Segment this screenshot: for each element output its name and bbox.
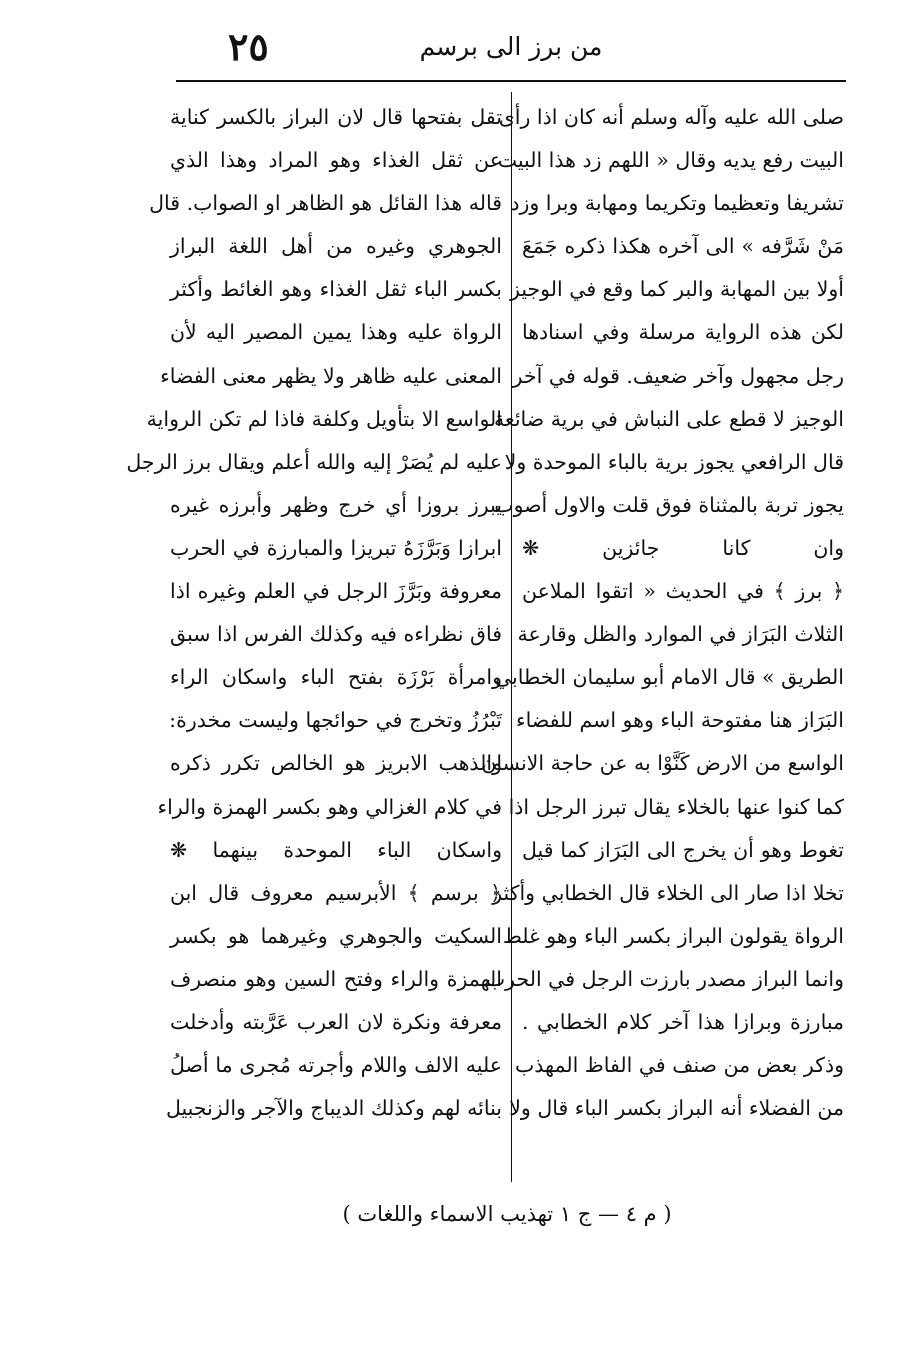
text-line: لكن هذه الرواية مرسلة وفي اسنادها	[522, 320, 844, 345]
running-title: من برز الى برسم	[419, 32, 603, 61]
text-line: الرواة يقولون البراز بكسر الباء وهو غلط	[502, 923, 844, 948]
page-footer: ( م ٤ — ج ١ تهذيب الاسماء واللغات )	[342, 1202, 672, 1226]
text-line: واسكان الباء الموحدة بينهما ❋	[170, 837, 502, 862]
page-number: ٢٥	[228, 24, 269, 69]
text-line: والذهب الابريز هو الخالص تكرر ذكره	[170, 751, 502, 776]
text-line: الهمزة والراء وفتح السين وهو منصرف	[170, 966, 502, 991]
text-line: وانما البراز مصدر بارزت الرجل في الحرب	[485, 966, 844, 991]
text-line: ﴿ برسم ﴾ الأبرسيم معروف قال ابن	[170, 880, 502, 905]
text-line: أولا بين المهابة والبر كما وقع في الوجيز	[510, 277, 844, 302]
text-line: المعنى عليه ظاهر ولا يظهر معنى الفضاء	[160, 363, 502, 388]
text-line: ابرازا وَبَرَّزَهُ تبريزا والمبارزة في الحرب	[170, 535, 502, 560]
text-line: وان كانا جائزين ❋	[522, 535, 844, 560]
text-line: عليه الالف واللام وأجرته مُجرى ما أصلُ	[170, 1053, 502, 1078]
text-line: الرواة عليه وهذا يمين المصير اليه لأن	[170, 320, 502, 345]
text-line: عليه لم يُصَرْ إليه والله أعلم ويقال برز الرجل	[126, 449, 502, 474]
left-column	[126, 96, 502, 1130]
text-line: معروفة وبَرَّزَ الرجل في العلم وغيره اذا	[170, 579, 502, 604]
text-line: من الفضلاء أنه البراز بكسر الباء قال ولا	[509, 1096, 844, 1121]
text-line: بنائه لهم وكذلك الديباج والآجر والزنجبيل	[165, 1096, 502, 1121]
text-line: بكسر الباء ثقل الغذاء وهو الغائط وأكثر	[170, 277, 502, 302]
text-line: الثلاث البَرَاز في الموارد والظل وقارعة	[517, 622, 844, 647]
column-divider	[511, 92, 512, 1182]
text-line: قال الرافعي يجوز برية بالباء الموحدة ولا	[504, 449, 844, 474]
text-line: مَنْ شَرَّفه » الى آخره هكذا ذكره جَمَعَ	[522, 234, 844, 259]
text-line: فاق نظراءه فيه وكذلك الفرس اذا سبق	[170, 622, 502, 647]
text-line: الطريق » قال الامام أبو سليمان الخطابي	[494, 665, 844, 690]
text-line: رجل مجهول وآخر ضعيف. قوله في آخر	[512, 363, 844, 388]
text-line: عن ثقل الغذاء وهو المراد وهذا الذي	[170, 148, 502, 173]
text-line: معرفة ونكرة لان العرب عَرَّبته وأدخلت	[170, 1009, 502, 1034]
text-line: الوجيز لا قطع على النباش في برية ضائعة	[493, 406, 844, 431]
text-line: ﴿ برز ﴾ في الحديث « اتقوا الملاعن	[522, 579, 844, 604]
text-line: مبارزة وبرازا هذا آخر كلام الخطابي .	[522, 1009, 844, 1034]
text-line: تَبْرُزُ وتخرج في حوائجها وليست مخدرة:	[169, 708, 502, 733]
text-line: تغوط وهو أن يخرج الى البَرَاز كما قيل	[522, 837, 844, 862]
right-column	[481, 96, 844, 1130]
text-line: تشريفا وتعظيما وتكريما ومهابة وبرا وزد	[510, 191, 844, 216]
text-line: يجوز تربة بالمثناة فوق قلت والاول أصوب	[494, 492, 844, 517]
text-line: وذكر بعض من صنف في الفاظ المهذب	[514, 1053, 844, 1078]
text-line: يبرز بروزا أي خرج وظهر وأبرزه غيره	[170, 492, 502, 517]
text-line: الواسع من الارض كَنَّوْا به عن حاجة الانسان	[481, 751, 844, 776]
text-line: في كلام الغزالي وهو بكسر الهمزة والراء	[157, 794, 502, 819]
text-line: تخلا اذا صار الى الخلاء قال الخطابي وأكثر	[492, 880, 844, 905]
text-line: البيت رفع يديه وقال « اللهم زد هذا البيت	[497, 148, 844, 173]
text-line: كما كنوا عنها بالخلاء يقال تبرز الرجل اذا	[508, 794, 844, 819]
text-line: تقل بفتحها قال لان البراز بالكسر كناية	[170, 105, 502, 129]
text-line: وامرأة بَرْزَة بفتح الباء واسكان الراء	[170, 665, 502, 690]
text-line: الواسع الا بتأويل وكلفة فاذا لم تكن الرواية	[146, 406, 502, 431]
text-line: قاله هذا القائل هو الظاهر او الصواب. قال	[149, 191, 502, 216]
page-header	[176, 22, 846, 80]
text-line: السكيت والجوهري وغيرهما هو بكسر	[170, 923, 502, 948]
text-line: صلى الله عليه وآله وسلم أنه كان اذا رأى	[498, 105, 844, 129]
text-line: البَرَاز هنا مفتوحة الباء وهو اسم للفضاء	[515, 708, 844, 733]
header-rule	[176, 80, 846, 82]
text-line: الجوهري وغيره من أهل اللغة البراز	[170, 234, 502, 259]
